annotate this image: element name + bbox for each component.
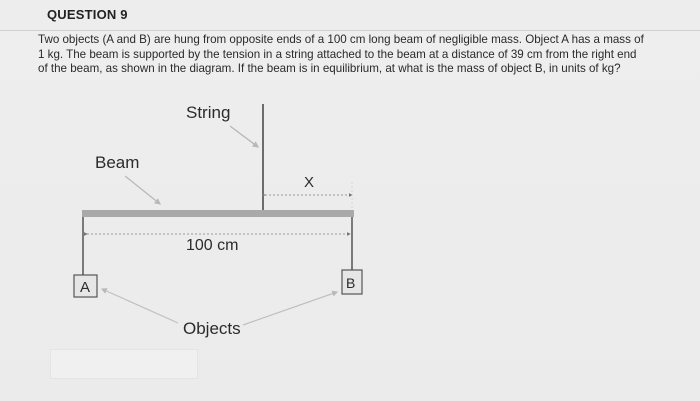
objects-pointer-b <box>243 292 337 325</box>
string-label: String <box>186 103 231 122</box>
question-title: QUESTION 9 <box>47 7 128 22</box>
objects-label: Objects <box>183 319 241 338</box>
beam-pointer-line <box>125 176 160 204</box>
object-b-label: B <box>346 275 356 291</box>
question-line-2: 1 kg. The beam is supported by the tension in a string attached to the beam at a distance of 39 cm from the right end <box>38 47 637 61</box>
question-line-1: Two objects (A and B) are hung from opposite ends of a 100 cm long beam of negligible mass. Object A has a mass of <box>38 33 644 46</box>
objects-pointer-a <box>102 289 178 323</box>
x-label: X <box>304 174 315 191</box>
question-line-3: of the beam, as shown in the diagram. If the beam is in equilibrium, at what is the mass of object B, in units of kg? <box>38 62 621 76</box>
beam-length-label: 100 cm <box>186 237 239 254</box>
beam-label: Beam <box>95 153 140 172</box>
string-pointer-line <box>230 126 258 147</box>
answer-input-box[interactable] <box>50 349 198 379</box>
object-a-label: A <box>80 279 91 296</box>
beam <box>82 210 354 217</box>
